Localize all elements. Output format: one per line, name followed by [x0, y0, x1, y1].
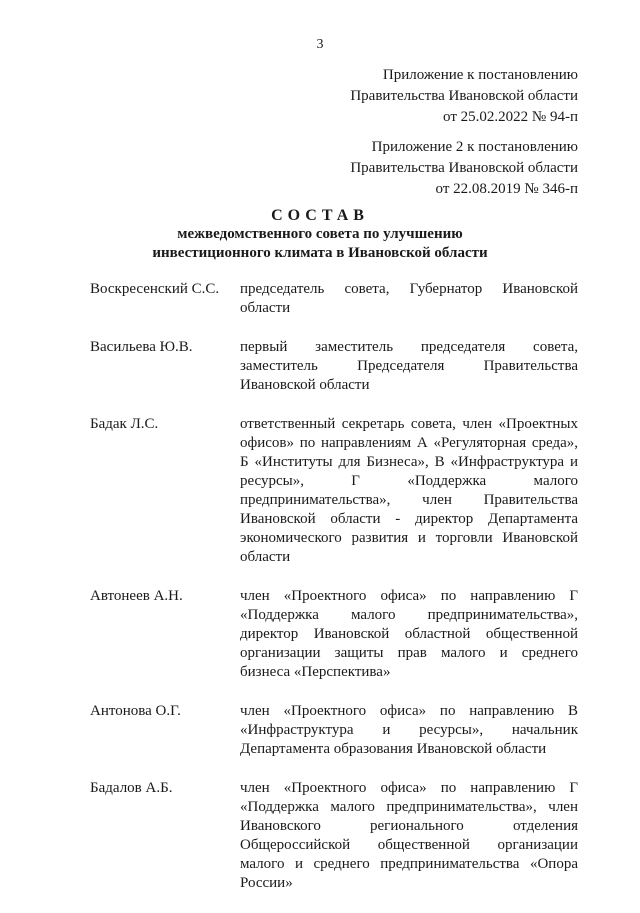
- members-list: [90, 280, 578, 913]
- appendix-1-line-3: от 25.02.2022 № 94-п: [443, 109, 578, 125]
- title-main: СОСТАВ: [271, 207, 369, 224]
- member-row: [90, 587, 578, 682]
- member-row: [90, 280, 578, 318]
- appendix-1-line-1: Приложение к постановлению: [382, 67, 578, 83]
- appendix-2-line-1: Приложение 2 к постановлению: [371, 139, 578, 155]
- member-row: [90, 702, 578, 759]
- page-number: 3: [316, 37, 324, 52]
- member-row: [90, 779, 578, 893]
- member-name: Воскресенский С.С.: [90, 281, 220, 297]
- member-name: Антонова О.Г.: [90, 703, 181, 719]
- appendix-2-line-3: от 22.08.2019 № 346-п: [435, 181, 578, 197]
- appendix-2-line-2: Правительства Ивановской области: [350, 160, 578, 176]
- member-role: член «Проектного офиса» по направлению В «Инфраструктура и ресурсы», начальник Департамента образования Ивановской области: [240, 703, 578, 757]
- member-name: Бадак Л.С.: [90, 416, 159, 432]
- member-row: [90, 338, 578, 395]
- member-role: ответственный секретарь совета, член «Проектных офисов» по направлениям А «Регуляторная среда», Б «Институты для Бизнеса», В «Инфраструктура и ресурсы», Г «Поддержка малого предпринимательства», член Правительства Ивановской области - директор Департамента экономического развития и торговли Ивановской области: [240, 416, 578, 565]
- member-name: Васильева Ю.В.: [90, 339, 193, 355]
- document-title: [0, 206, 640, 263]
- member-name: Бадалов А.Б.: [90, 780, 173, 796]
- member-name: Автонеев А.Н.: [90, 588, 183, 604]
- member-role: член «Проектного офиса» по направлению Г «Поддержка малого предпринимательства», член Ивановского регионального отделения Общероссийской общественной организации малого и среднего предпринимательства «Опора России»: [240, 780, 578, 891]
- title-line-2: межведомственного совета по улучшению: [177, 226, 463, 242]
- appendix-header-1: [300, 65, 578, 128]
- member-role: председатель совета, Губернатор Ивановской области: [240, 281, 578, 316]
- member-role: первый заместитель председателя совета, заместитель Председателя Правительства Ивановской области: [240, 339, 578, 393]
- title-line-3: инвестиционного климата в Ивановской области: [152, 245, 488, 261]
- appendix-1-line-2: Правительства Ивановской области: [350, 88, 578, 104]
- member-row: [90, 415, 578, 567]
- appendix-header-2: [300, 137, 578, 200]
- member-role: член «Проектного офиса» по направлению Г «Поддержка малого предпринимательства», директор Ивановской областной общественной организации защиты прав малого и среднего бизнеса «Перспектива»: [240, 588, 578, 680]
